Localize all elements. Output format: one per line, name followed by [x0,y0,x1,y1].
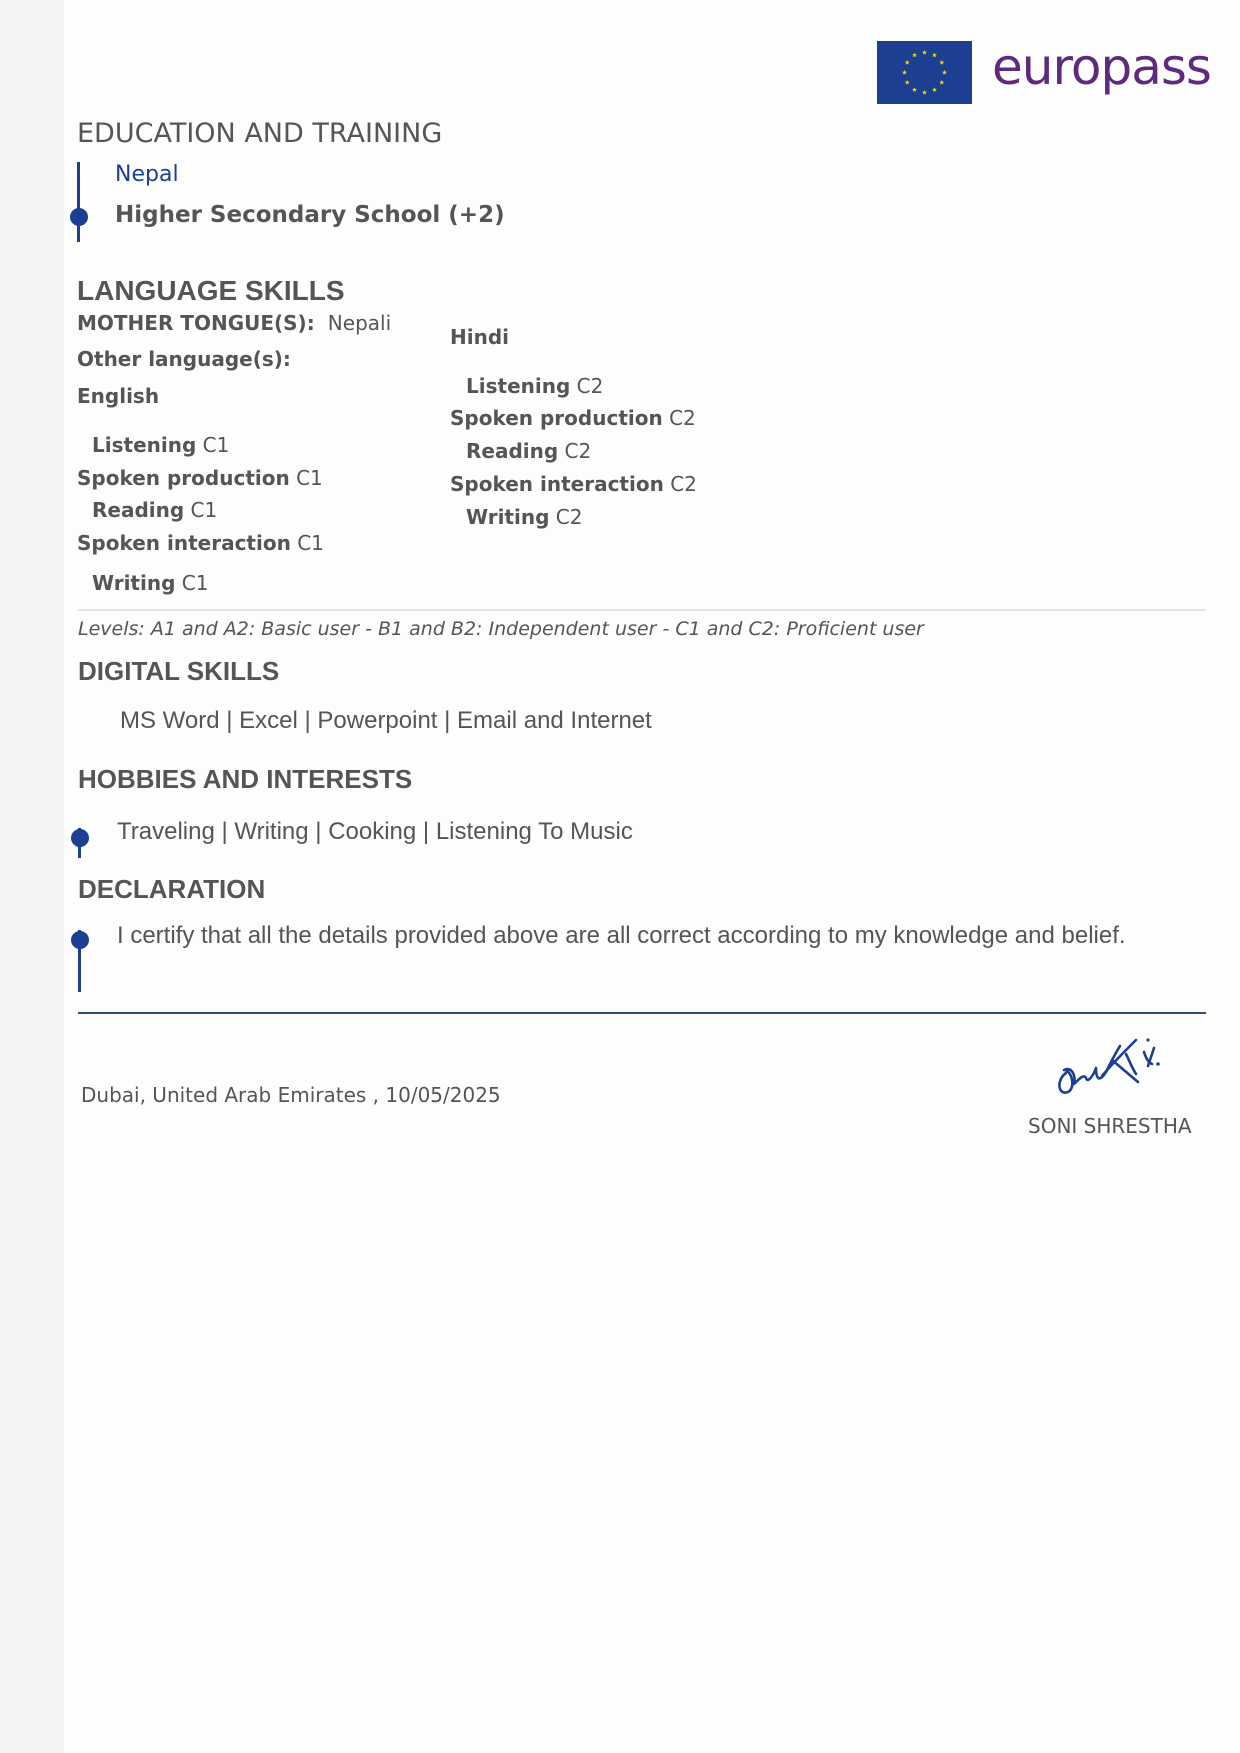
eu-star-icon [905,60,910,65]
education-section-title: EDUCATION AND TRAINING [77,118,443,149]
skill-level: C2 [669,406,696,430]
skill-level: C2 [576,374,604,398]
skill-label: Writing [466,505,550,529]
eu-star-icon [905,80,910,85]
levels-note: Levels: A1 and A2: Basic user - B1 and B2: Independent user - C1 and C2: Proficient user [78,618,924,640]
skill-label: Listening [466,374,571,398]
eu-star-icon [939,80,944,85]
english-spoken-production [77,466,323,490]
language-name-english: English [77,384,160,408]
eu-star-icon [902,70,907,75]
education-degree: Higher Secondary School (+2) [115,202,505,228]
skill-level: C1 [296,466,323,490]
left-margin-strip [0,0,64,1753]
skill-label: Reading [466,439,559,463]
skill-label: Spoken interaction [450,472,664,496]
language-name-hindi: Hindi [450,325,510,349]
mother-tongue-label: MOTHER TONGUE(S): [77,311,315,335]
signature-image [1050,1018,1170,1103]
education-place: Nepal [115,162,179,187]
skill-level: C2 [564,439,592,463]
declaration-section-title: DECLARATION [78,874,266,904]
english-reading [92,498,217,522]
hindi-spoken-interaction [450,472,697,496]
skill-label: Listening [92,433,197,457]
signature-name: SONI SHRESTHA [1028,1114,1192,1138]
language-divider [78,609,1206,611]
eu-star-icon [922,50,927,55]
digital-skills-text: MS Word | Excel | Powerpoint | Email and Internet [120,707,652,734]
skill-level: C1 [181,571,209,595]
education-timeline-dot [70,208,88,226]
english-listening [92,433,229,457]
eu-star-icon [942,70,947,75]
digital-section-title: DIGITAL SKILLS [78,656,280,686]
mother-tongue-value: Nepali [327,311,392,335]
declaration-text: I certify that all the details provided above are all correct according to my knowledge and belief. [117,922,1126,949]
skill-level: C1 [297,531,324,555]
europass-brand: europass [992,38,1211,96]
skill-level: C1 [190,498,218,522]
place-date: Dubai, United Arab Emirates , 10/05/2025 [81,1083,501,1107]
education-timeline-line [77,162,80,242]
eu-stars-icon [877,41,972,104]
hobbies-timeline-dot [71,829,89,847]
eu-star-icon [932,53,937,58]
skill-level: C2 [670,472,697,496]
language-section-title: LANGUAGE SKILLS [77,275,345,306]
skill-label: Writing [92,571,176,595]
footer-divider [78,1012,1206,1014]
hobbies-text: Traveling | Writing | Cooking | Listening To Music [117,818,633,845]
skill-label: Spoken production [450,406,663,430]
skill-label: Reading [92,498,185,522]
eu-star-icon [922,90,927,95]
eu-star-icon [912,87,917,92]
hobbies-section-title: HOBBIES AND INTERESTS [78,764,413,794]
declaration-timeline-dot [71,931,89,949]
english-spoken-interaction [77,531,324,555]
skill-label: Spoken interaction [77,531,291,555]
hindi-spoken-production [450,406,696,430]
hindi-reading [466,439,591,463]
skill-level: C2 [555,505,583,529]
hindi-listening [466,374,603,398]
eu-star-icon [932,87,937,92]
eu-star-icon [912,53,917,58]
eu-star-icon [939,60,944,65]
english-writing [92,571,208,595]
other-languages-label: Other language(s): [77,347,291,371]
skill-label: Spoken production [77,466,290,490]
mother-tongue-row [77,311,391,335]
eu-flag-logo [877,41,972,104]
hindi-writing [466,505,582,529]
skill-level: C1 [202,433,230,457]
